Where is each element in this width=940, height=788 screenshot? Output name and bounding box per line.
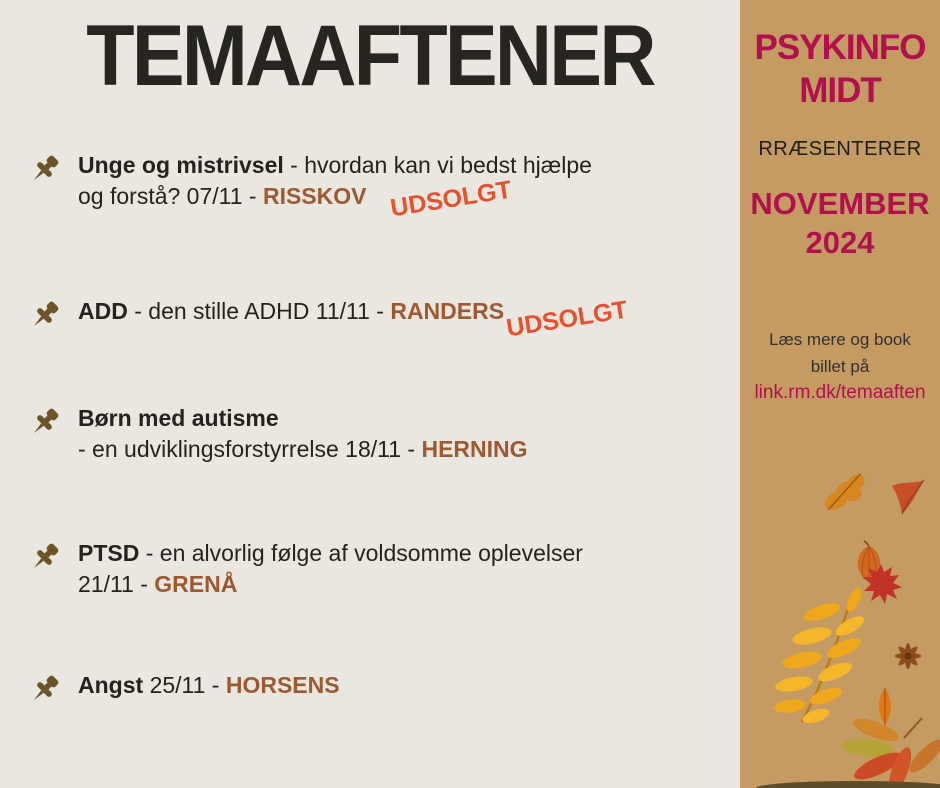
pushpin-icon	[28, 405, 62, 439]
event-line	[78, 403, 528, 434]
cta-line1: Læs mere og book	[769, 330, 911, 349]
event-item-unge-og-mistrivsel	[28, 150, 592, 223]
event-desc: 25/11 -	[149, 672, 220, 698]
event-name: ADD	[78, 298, 128, 324]
event-item-boern-med-autisme	[28, 403, 528, 465]
event-desc: - den stille ADHD 11/11 -	[134, 298, 384, 324]
pushpin-icon	[28, 672, 62, 706]
event-text	[78, 538, 583, 600]
sidebar	[740, 0, 940, 788]
event-item-add	[28, 295, 630, 343]
oak-leaf-icon	[818, 466, 876, 518]
event-text	[78, 670, 340, 706]
event-desc: - hvordan kan vi bedst hjælpe	[290, 152, 592, 178]
event-name: PTSD	[78, 540, 140, 566]
brand-name	[740, 26, 940, 112]
star-anise-icon	[892, 640, 924, 672]
cta-line2: billet på	[810, 357, 870, 376]
event-name: Unge og mistrivsel	[78, 152, 284, 178]
event-line	[78, 150, 592, 181]
presents-label: RRÆSENTERER	[758, 138, 922, 160]
event-location: HERNING	[421, 436, 528, 462]
event-name: Børn med autisme	[78, 405, 279, 431]
event-location: HORSENS	[225, 672, 340, 698]
event-desc: 21/11 -	[78, 571, 148, 597]
month-line2: 2024	[805, 225, 875, 260]
event-location: GRENÅ	[154, 571, 238, 597]
event-name: Angst	[78, 672, 144, 698]
pushpin-icon	[28, 298, 62, 332]
rowan-leaf-icon	[772, 588, 867, 728]
pushpin-icon	[28, 540, 62, 574]
event-line	[78, 181, 592, 212]
event-line	[78, 569, 583, 600]
poster-title: TEMAAFTENER	[86, 8, 654, 104]
brand-line1: PSYKINFO	[754, 28, 926, 67]
event-item-angst	[28, 670, 340, 706]
event-text	[78, 403, 528, 465]
leaf-tip-icon	[756, 781, 940, 788]
event-location: RANDERS	[390, 298, 505, 324]
month-label	[740, 184, 940, 262]
brand-line2: MIDT	[799, 71, 881, 110]
soldout-stamp: UDSOLGT	[504, 295, 630, 343]
five-leaflet-leaf-icon	[830, 712, 940, 788]
cta-text	[740, 326, 940, 380]
event-text	[78, 150, 592, 223]
red-leaf-fragment-icon	[890, 478, 926, 516]
event-item-ptsd	[28, 538, 583, 600]
event-line	[78, 434, 528, 465]
event-desc: og forstå? 07/11 -	[78, 183, 257, 209]
event-line	[78, 670, 340, 701]
booking-link[interactable]: link.rm.dk/temaaften	[754, 382, 926, 403]
event-location: RISSKOV	[262, 183, 367, 209]
event-line	[78, 538, 583, 569]
event-desc: - en udviklingsforstyrrelse 18/11 -	[78, 436, 416, 462]
month-line1: NOVEMBER	[750, 186, 930, 221]
event-desc: - en alvorlig følge af voldsomme oplevelser	[145, 540, 583, 566]
event-text	[78, 295, 630, 343]
pushpin-icon	[28, 152, 62, 186]
event-line	[78, 296, 504, 327]
soldout-stamp: UDSOLGT	[388, 175, 514, 223]
